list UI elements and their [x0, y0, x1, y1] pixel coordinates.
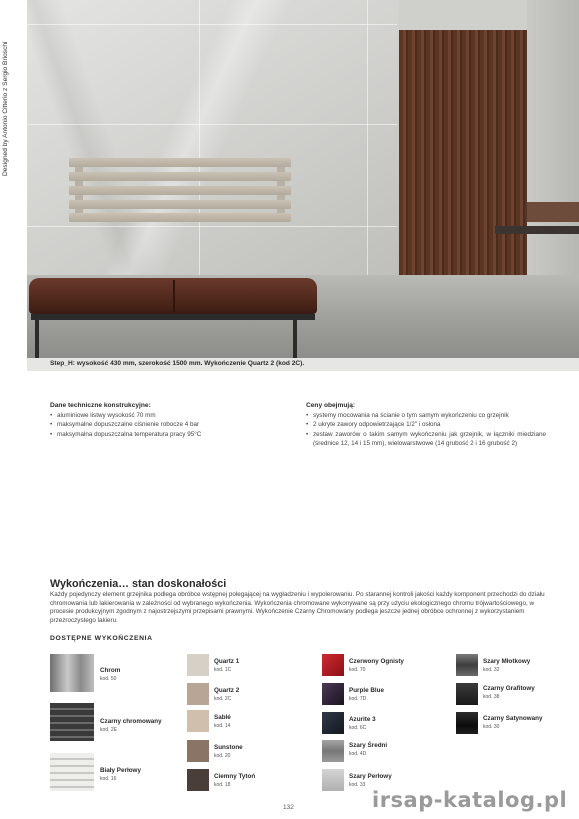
finish-name: Szary Średni [349, 742, 388, 749]
watermark: irsap-katalog.pl [372, 788, 568, 812]
finish-name: Czerwony Ognisty [349, 658, 404, 665]
finish-name: Biały Perłowy [100, 767, 141, 774]
finish-code: kod. 20 [214, 753, 231, 759]
list-item: • systemy mocowania na ścianie o tym samym wykończeniu co grzejnik [306, 411, 546, 420]
bench-leg [293, 318, 297, 358]
price-includes-list [306, 411, 546, 449]
finish-swatch [187, 740, 209, 762]
radiator-bar [69, 200, 291, 209]
bench-frame [31, 314, 315, 320]
finish-code: kod. 18 [214, 782, 231, 788]
shelf [495, 226, 579, 234]
wood-panel [399, 30, 527, 275]
finish-name: Quartz 2 [214, 687, 240, 694]
finish-swatch [322, 654, 344, 676]
list-item: • maksymalna dopuszczalna temperatura pracy 95°C [50, 430, 280, 439]
finish-name: Czarny chromowany [100, 718, 162, 725]
finish-swatch [322, 740, 344, 762]
page-number: 132 [283, 804, 294, 811]
finish-swatch [322, 683, 344, 705]
finish-code: kod. 1C [214, 667, 232, 673]
finish-swatch [456, 683, 478, 705]
right-wall [527, 0, 579, 300]
list-item: • 2 ukryte zawory odpowietrzające 1/2" i osłona [306, 420, 546, 429]
list-item: • maksymalne dopuszczalne ciśnienie robocze 4 bar [50, 420, 280, 429]
finish-thumbnail [50, 753, 94, 791]
finish-name: Ciemny Tytoń [214, 773, 256, 780]
finish-swatch [187, 683, 209, 705]
tile-joint [27, 24, 397, 25]
marble-wall [27, 0, 397, 300]
bench-leg [35, 318, 39, 358]
finish-name: Quartz 1 [214, 658, 240, 665]
finishes-heading: DOSTĘPNE WYKOŃCZENIA [50, 635, 153, 642]
finish-code: kod. 16 [100, 776, 117, 782]
radiator-bar [69, 213, 291, 222]
price-includes-title: Ceny obejmują: [306, 402, 356, 409]
finish-code: kod. 4D [349, 751, 367, 757]
list-item: • aluminiowe listwy wysokość 70 mm [50, 411, 280, 420]
designer-credit: Designed by Antonio Citterio z Sergio Brioschi [2, 41, 9, 176]
finish-name: Czarny Satynowany [483, 715, 543, 722]
shelf-decor [527, 202, 579, 222]
finish-code: kod. 2E [100, 727, 117, 733]
finish-code: kod. 38 [483, 694, 500, 700]
radiator-step-h [69, 158, 291, 222]
finish-swatch [322, 769, 344, 791]
hero-photo [27, 0, 579, 358]
technical-data-title: Dane techniczne konstrukcyjne: [50, 402, 151, 409]
finish-thumbnail [50, 654, 94, 692]
tile-joint [27, 226, 397, 227]
finish-code: kod. 70 [349, 667, 366, 673]
finish-swatch [187, 654, 209, 676]
finish-code: kod. 6C [349, 725, 367, 731]
finish-name: Sablé [214, 714, 231, 721]
finish-swatch [322, 712, 344, 734]
finish-name: Szary Perłowy [349, 773, 392, 780]
finish-swatch [456, 712, 478, 734]
wall-top [399, 0, 527, 30]
bench-seam [173, 280, 175, 312]
finish-swatch [187, 710, 209, 732]
tile-joint [27, 124, 397, 125]
finish-swatch [187, 769, 209, 791]
finish-code: kod. 33 [349, 782, 366, 788]
list-item: • zestaw zaworów o takim samym wykończeniu jak grzejnik, w łączniki miedziane (średnice 12, 14 i 15 mm), wielowarstwowe (14 grubość 2 i 16 grubość 2) [306, 430, 546, 449]
finish-name: Czarny Grafitowy [483, 685, 535, 692]
finish-code: kod. 2C [214, 696, 232, 702]
price-includes [306, 402, 546, 449]
technical-data-list [50, 411, 280, 439]
finish-name: Azurite 3 [349, 716, 376, 723]
radiator-bar [69, 172, 291, 181]
finish-code: kod. 14 [214, 723, 231, 729]
finish-code: kod. 32 [483, 667, 500, 673]
technical-data [50, 402, 280, 439]
radiator-bar [69, 186, 291, 195]
finish-name: Purple Blue [349, 687, 384, 694]
finish-code: kod. 50 [100, 676, 117, 682]
finish-name: Szary Młotkowy [483, 658, 531, 665]
radiator-bar [69, 158, 291, 167]
finish-swatch [456, 654, 478, 676]
finish-name: Chrom [100, 667, 121, 674]
section-body: Każdy pojedynczy element grzejnika podlega obróbce wstępnej polegającej na wygładzeniu i wypolerowaniu. Po starannej kontroli jakości każdy komponent przechodzi do działu chromowania lub lakierowania w zależności od wybranego wykończenia. Wykończenia chromowane wykonywane są przy użyciu ekologicznego chromu trójwartościowego, w procesie produkcyjnym zgodnym z najostrzejszymi przepisami prawnymi. Wykończenie Czarny Chromowany podlega jeszcze jednej obróbce ochronnej z wykorzystaniem przezroczystego lakieru. [50, 591, 545, 624]
tile-joint [367, 0, 368, 300]
photo-caption: Step_H: wysokość 430 mm, szerokość 1500 mm. Wykończenie Quartz 2 (kod 2C). [50, 360, 305, 367]
finish-name: Sunstone [214, 744, 243, 751]
finish-thumbnail [50, 703, 94, 741]
finish-code: kod. 7D [349, 696, 367, 702]
tile-joint [199, 0, 200, 300]
finish-code: kod. 30 [483, 724, 500, 730]
section-title: Wykończenia… stan doskonałości [50, 578, 227, 590]
